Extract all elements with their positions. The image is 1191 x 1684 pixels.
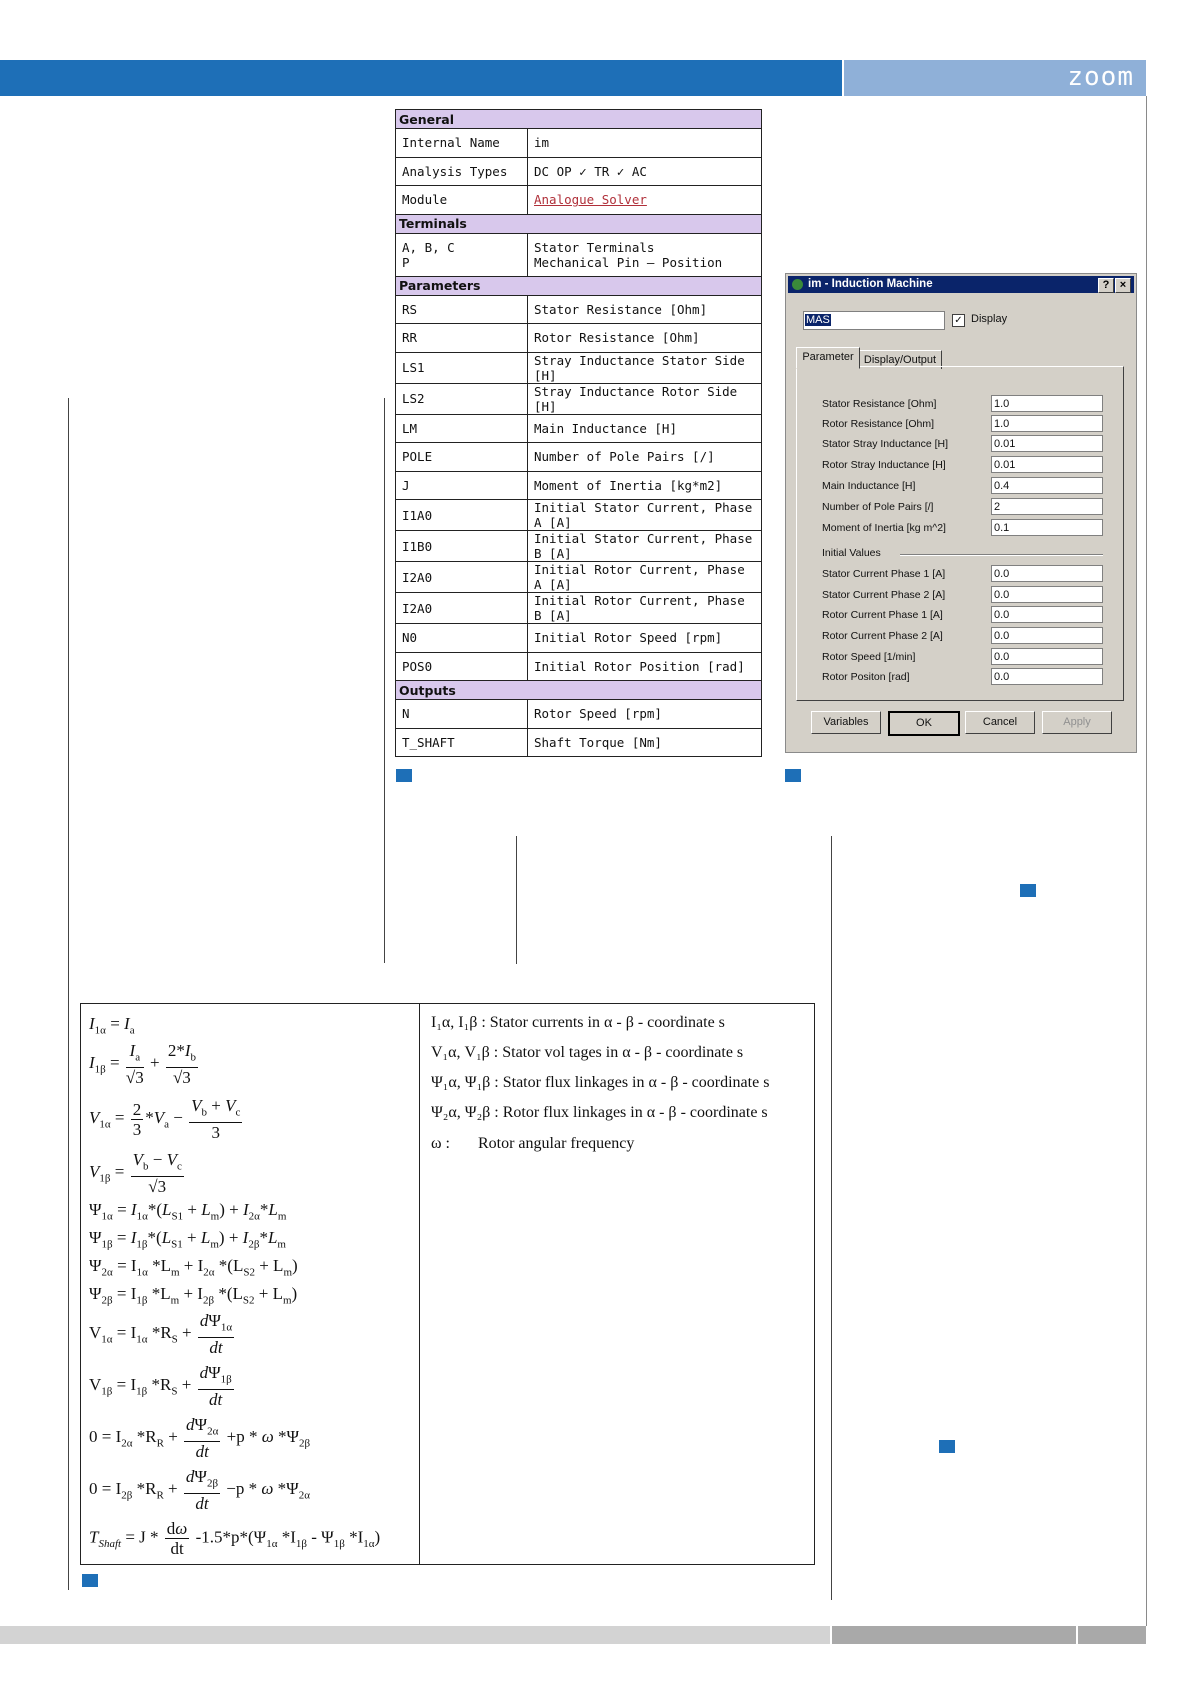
spec-row — [396, 157, 762, 186]
param-value-input[interactable]: 1.0 — [991, 415, 1103, 432]
help-button[interactable]: ? — [1098, 278, 1114, 293]
spec-value: im — [528, 129, 762, 158]
spec-value: Stray Inductance Rotor Side [H] — [528, 383, 762, 414]
spec-key: POS0 — [396, 652, 528, 681]
equation-divider — [419, 1004, 420, 1564]
spec-row — [396, 186, 762, 215]
induction-machine-dialog — [785, 273, 1137, 753]
column-rule-right — [831, 836, 832, 1600]
legend-item: Ψ₁α, Ψ₁β : Stator flux linkages in α - β - coordinate s — [431, 1074, 770, 1091]
spec-row — [396, 324, 762, 353]
spec-row — [396, 295, 762, 324]
spec-key: Analysis Types — [396, 157, 528, 186]
cancel-button[interactable]: Cancel — [965, 711, 1035, 734]
spec-key: POLE — [396, 443, 528, 472]
equation: $\Psi_{2\beta} = I_{1\beta}$ $*L_m + I_{2\beta}$ $*(L_{S2} + L_m)$ — [89, 1284, 298, 1307]
equation-box — [80, 1003, 815, 1565]
spec-key: LS2 — [396, 383, 528, 414]
equation: $0 = I_{2\beta}$ $*R_R$ + $\frac{d\Psi_{2\beta}}{dt}$ −p * ω $*\Psi_{2\alpha}$ — [89, 1467, 310, 1514]
spec-value: Initial Stator Current, Phase B [A] — [528, 531, 762, 562]
footer-band — [1078, 1626, 1146, 1644]
param-label: Stator Current Phase 2 [A] — [822, 589, 946, 601]
spec-key: RS — [396, 295, 528, 324]
spec-key: LM — [396, 414, 528, 443]
param-value-input[interactable]: 0.01 — [991, 456, 1103, 473]
header-bar — [0, 60, 842, 96]
spec-value: DC OP ✓ TR ✓ AC — [528, 157, 762, 186]
param-value-input[interactable]: 2 — [991, 498, 1103, 515]
spec-key: J — [396, 471, 528, 500]
section-header — [396, 214, 762, 233]
group-separator — [900, 554, 1103, 556]
spec-row — [396, 728, 762, 757]
spec-row — [396, 233, 762, 276]
side-marker — [1020, 884, 1036, 897]
spec-row — [396, 129, 762, 158]
spec-key: Module — [396, 186, 528, 215]
spec-row — [396, 700, 762, 729]
figure-marker — [785, 769, 801, 782]
section-title: General — [396, 110, 762, 129]
param-value-input[interactable]: 0.1 — [991, 519, 1103, 536]
tab-parameter[interactable]: Parameter — [796, 347, 860, 369]
param-label: Stator Stray Inductance [H] — [822, 438, 949, 450]
spec-row — [396, 352, 762, 383]
variables-button[interactable]: Variables — [811, 711, 881, 734]
param-label: Stator Resistance [Ohm] — [822, 398, 937, 410]
header-tab — [844, 60, 1146, 96]
initial-values-heading: Initial Values — [822, 547, 881, 559]
param-value-input[interactable]: 1.0 — [991, 395, 1103, 412]
component-spec-table — [395, 109, 762, 757]
spec-value: Initial Rotor Current, Phase B [A] — [528, 593, 762, 624]
param-label: Rotor Positon [rad] — [822, 671, 910, 683]
spec-key: I2A0 — [396, 593, 528, 624]
apply-button[interactable]: Apply — [1042, 711, 1112, 734]
param-value-input[interactable]: 0.0 — [991, 627, 1103, 644]
ok-button[interactable]: OK — [888, 711, 960, 736]
param-label: Main Inductance [H] — [822, 480, 916, 492]
param-label: Rotor Current Phase 1 [A] — [822, 609, 943, 621]
param-label: Moment of Inertia [kg m^2] — [822, 522, 946, 534]
spec-value: Initial Stator Current, Phase A [A] — [528, 500, 762, 531]
parameter-panel — [796, 366, 1124, 701]
close-icon[interactable]: × — [1115, 278, 1131, 293]
dialog-title: im - Induction Machine — [808, 278, 933, 290]
legend-item: ω : Rotor angular frequency — [431, 1135, 635, 1152]
legend-item: V₁α, V₁β : Stator vol tages in α - β - coordinate s — [431, 1044, 744, 1061]
name-input[interactable] — [803, 311, 945, 330]
equation: $\Psi_{1\alpha} = I_{1\alpha}*(L_{S1} + L_m) + I_{2\alpha}*L_m$ — [89, 1200, 287, 1223]
dialog-titlebar[interactable] — [788, 276, 1134, 293]
spec-row — [396, 652, 762, 681]
spec-row — [396, 562, 762, 593]
param-label: Number of Pole Pairs [/] — [822, 501, 934, 513]
display-checkbox[interactable]: ✓ — [952, 314, 965, 327]
right-frame-line — [1146, 96, 1147, 1626]
equation: $\Psi_{2\alpha} = I_{1\alpha}$ $*L_m + I_{2\alpha}$ $*(L_{S2} + L_m)$ — [89, 1256, 298, 1279]
column-rule-inner — [516, 836, 517, 964]
spec-row — [396, 414, 762, 443]
name-input-value: MAS — [806, 314, 830, 326]
section-header — [396, 681, 762, 700]
equation: $0 = I_{2\alpha}$ $*R_R$ + $\frac{d\Psi_{2\alpha}}{dt}$ +p * ω $*\Psi_{2\beta}$ — [89, 1415, 311, 1462]
brand-word: zoom — [1067, 62, 1134, 92]
equation: $I_{1\beta}$ = $\frac{I_a}{√3}$ + $\frac{2*I_b}{√3}$ — [89, 1041, 196, 1088]
param-value-input[interactable]: 0.0 — [991, 648, 1103, 665]
section-title: Terminals — [396, 214, 762, 233]
spec-key: I2A0 — [396, 562, 528, 593]
spec-key: I1A0 — [396, 500, 528, 531]
spec-value: Main Inductance [H] — [528, 414, 762, 443]
param-label: Rotor Resistance [Ohm] — [822, 418, 935, 430]
equation: $I_{1\alpha} = I_a$ — [89, 1014, 135, 1037]
param-label: Rotor Speed [1/min] — [822, 651, 916, 663]
spec-row — [396, 383, 762, 414]
spec-row — [396, 624, 762, 653]
spec-value: Number of Pole Pairs [/] — [528, 443, 762, 472]
param-label: Stator Current Phase 1 [A] — [822, 568, 946, 580]
param-label: Rotor Current Phase 2 [A] — [822, 630, 943, 642]
section-header — [396, 110, 762, 129]
footer-band — [832, 1626, 1076, 1644]
spec-row — [396, 531, 762, 562]
spec-value: Stator Terminals Mechanical Pin – Position — [528, 233, 762, 276]
legend-item: Ψ₂α, Ψ₂β : Rotor flux linkages in α - β - coordinate s — [431, 1104, 768, 1121]
section-header — [396, 276, 762, 295]
equation: $V_{1\alpha} = I_{1\alpha}$ $*R_S$ + $\frac{d\Psi_{1\alpha}}{dt}$ — [89, 1311, 233, 1358]
spec-value: Initial Rotor Position [rad] — [528, 652, 762, 681]
param-label: Rotor Stray Inductance [H] — [822, 459, 946, 471]
spec-value: Initial Rotor Speed [rpm] — [528, 624, 762, 653]
app-icon — [792, 279, 803, 290]
spec-value: Initial Rotor Current, Phase A [A] — [528, 562, 762, 593]
param-value-input[interactable]: 0.01 — [991, 435, 1103, 452]
figure-marker — [82, 1574, 98, 1587]
spec-value: Rotor Speed [rpm] — [528, 700, 762, 729]
spec-row — [396, 593, 762, 624]
param-value-input[interactable]: 0.4 — [991, 477, 1103, 494]
spec-key: LS1 — [396, 352, 528, 383]
column-rule-mid — [384, 398, 385, 963]
side-marker — [939, 1440, 955, 1453]
spec-row — [396, 443, 762, 472]
footer-band — [0, 1626, 830, 1644]
spec-key: T_SHAFT — [396, 728, 528, 757]
spec-value: Stray Inductance Stator Side [H] — [528, 352, 762, 383]
spec-row — [396, 500, 762, 531]
display-checkbox-label: Display — [971, 313, 1008, 325]
module-link[interactable]: Analogue Solver — [528, 186, 762, 215]
spec-value: Stator Resistance [Ohm] — [528, 295, 762, 324]
spec-key: A, B, C P — [396, 233, 528, 276]
equation: $V_{1\beta} = I_{1\beta}$ $*R_S$ + $\frac{d\Psi_{1\beta}}{dt}$ — [89, 1363, 232, 1410]
param-value-input[interactable]: 0.0 — [991, 606, 1103, 623]
spec-key: N0 — [396, 624, 528, 653]
spec-key: N — [396, 700, 528, 729]
equation: $\Psi_{1\beta} = I_{1\beta}*(L_{S1} + L_m) + I_{2\beta}*L_m$ — [89, 1228, 286, 1251]
column-rule-left — [68, 398, 69, 1590]
spec-row — [396, 471, 762, 500]
legend-item: I₁α, I₁β : Stator currents in α - β - coordinate s — [431, 1014, 725, 1031]
section-title: Outputs — [396, 681, 762, 700]
section-title: Parameters — [396, 276, 762, 295]
param-value-input[interactable]: 0.0 — [991, 586, 1103, 603]
equation: $V_{1\alpha}$ = $\frac{2}{3}$ $*V_a$ − $\frac{V_b + V_c}{3}$ — [89, 1096, 241, 1143]
spec-key: Internal Name — [396, 129, 528, 158]
equation: $T_{Shaft} = J$ * $\frac{d\omega}{dt}$ $-1.5*p*(\Psi_{1\alpha}$ $*I_{1\beta} - \Psi_{1\beta}$ $*I_{1\alpha}$) — [89, 1519, 381, 1558]
spec-value: Moment of Inertia [kg*m2] — [528, 471, 762, 500]
spec-value: Shaft Torque [Nm] — [528, 728, 762, 757]
spec-key: RR — [396, 324, 528, 353]
spec-key: I1B0 — [396, 531, 528, 562]
spec-value: Rotor Resistance [Ohm] — [528, 324, 762, 353]
tab-display-output[interactable]: Display/Output — [858, 350, 942, 369]
equation: $V_{1\beta}$ = $\frac{V_b - V_c}{√3}$ — [89, 1150, 182, 1197]
figure-marker — [396, 769, 412, 782]
param-value-input[interactable]: 0.0 — [991, 668, 1103, 685]
param-value-input[interactable]: 0.0 — [991, 565, 1103, 582]
